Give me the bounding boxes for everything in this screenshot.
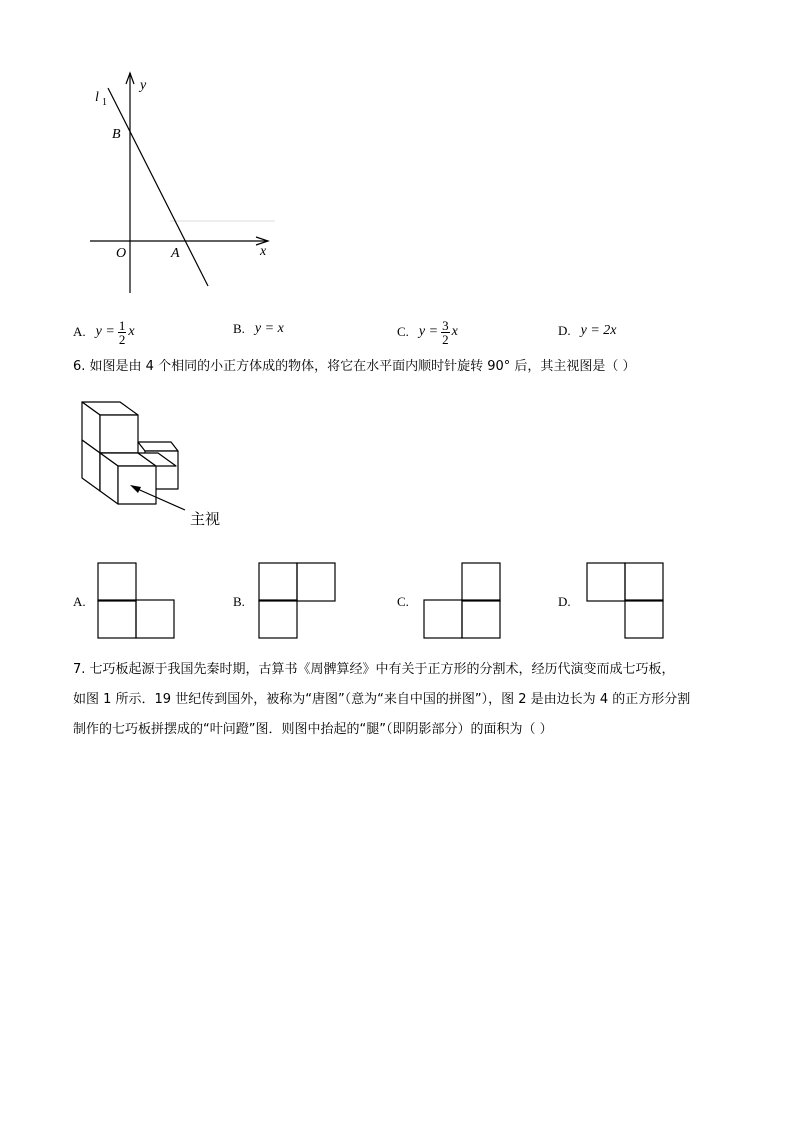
option-lhs: y = <box>418 324 439 339</box>
q6-option-c-figure[interactable] <box>423 562 502 640</box>
l1-label: l <box>95 90 99 105</box>
q6-option-b-label[interactable]: B. <box>233 594 245 609</box>
x-axis-label: x <box>260 244 267 259</box>
question-7-line-2: 如图 1 所示．19 世纪传到国外，被称为“唐图”（意为“来自中国的拼图”），图 2 是由边长为 4 的正方形分割 <box>73 692 691 707</box>
option-expr: y = x <box>254 321 284 336</box>
q5-option-d[interactable] <box>558 320 617 342</box>
main-view-label: 主视 <box>190 510 221 528</box>
option-label: D. <box>558 323 571 338</box>
q6-option-d-label[interactable]: D. <box>558 594 571 609</box>
q5-option-c[interactable] <box>397 314 458 350</box>
fraction <box>441 319 450 346</box>
option-expr: y = 2x <box>580 323 617 338</box>
origin-label: O <box>116 246 127 261</box>
fraction <box>118 319 127 346</box>
option-rhs: x <box>128 324 135 339</box>
y-axis-label: y <box>140 78 147 93</box>
q6-option-a-figure[interactable] <box>97 562 176 640</box>
q5-option-a[interactable] <box>73 314 135 350</box>
point-a-label: A <box>171 246 180 261</box>
numerator: 3 <box>442 317 449 333</box>
q6-option-c-label[interactable]: C. <box>397 594 409 609</box>
denominator: 2 <box>118 331 126 347</box>
option-label: A. <box>73 324 86 339</box>
q6-option-a-label[interactable]: A. <box>73 594 86 609</box>
point-b-label: B <box>112 127 121 142</box>
option-lhs: y = <box>95 324 115 339</box>
option-label: C. <box>397 324 409 339</box>
q6-option-d-figure[interactable] <box>586 562 665 640</box>
question-7-line-1: 7. 七巧板起源于我国先秦时期，古算书《周髀算经》中有关于正方形的分割术，经历代演变而成七巧板， <box>73 662 675 677</box>
numerator: 1 <box>118 317 126 333</box>
option-rhs: x <box>451 324 458 339</box>
l1-subscript: 1 <box>102 97 107 108</box>
denominator: 2 <box>442 331 449 347</box>
q6-option-b-figure[interactable] <box>258 562 337 640</box>
question-6-text: 6. 如图是由 4 个相同的小正方体成的物体，将它在水平面内顺时针旋转 90° 后，其主视图是（ ） <box>73 359 636 374</box>
option-label: B. <box>233 321 245 336</box>
q5-option-b[interactable] <box>233 318 284 340</box>
question-7-line-3: 制作的七巧板拼摆成的“叶问蹬”图．则图中抬起的“腿”（即阴影部分）的面积为（ ） <box>73 722 553 737</box>
coordinate-graph <box>80 68 290 298</box>
